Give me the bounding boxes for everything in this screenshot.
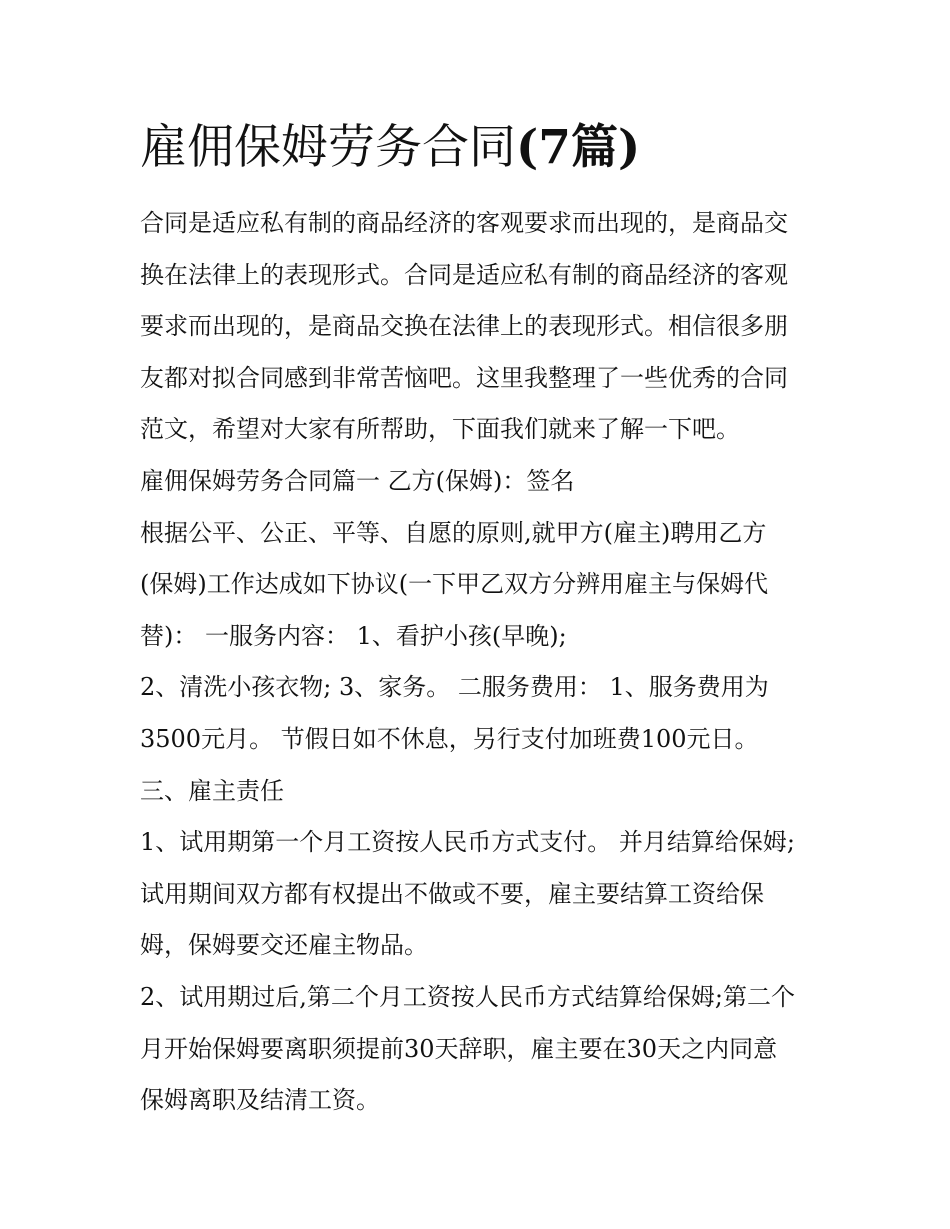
body-line: 要求而出现的，是商品交换在法律上的表现形式。相信很多朋 [140,312,788,341]
section-heading-line: 三、雇主责任 [140,776,284,805]
document-title [140,116,820,180]
body-line: 月开始保姆要离职须提前30天辞职，雇主要在30天之内同意 [140,1034,778,1063]
document-body [140,198,820,1127]
body-line: 2、试用期过后,第二个月工资按人民币方式结算给保姆;第二个 [140,982,795,1011]
body-line: 2、清洗小孩衣物; 3、家务。 二服务费用： 1、服务费用为 [140,673,769,702]
body-line: (保姆)工作达成如下协议(一下甲乙双方分辨用雇主与保姆代 [140,570,769,599]
body-line: 友都对拟合同感到非常苦恼吧。这里我整理了一些优秀的合同 [140,363,788,392]
body-line: 替)： 一服务内容： 1、看护小孩(早晚); [140,621,567,650]
body-line: 根据公平、公正、平等、自愿的原则,就甲方(雇主)聘用乙方 [140,518,767,547]
section-heading-line: 雇佣保姆劳务合同篇一 乙方(保姆)：签名 [140,466,575,495]
title-main: 雇佣保姆劳务合同 [140,120,516,175]
body-line: 姆，保姆要交还雇主物品。 [140,931,428,960]
body-line: 1、试用期第一个月工资按人民币方式支付。 并月结算给保姆; [140,828,795,857]
body-line: 3500元月。 节假日如不休息，另行支付加班费100元日。 [140,724,759,753]
body-line: 范文，希望对大家有所帮助，下面我们就来了解一下吧。 [140,415,740,444]
body-line: 试用期间双方都有权提出不做或不要，雇主要结算工资给保 [140,879,764,908]
body-line: 换在法律上的表现形式。合同是适应私有制的商品经济的客观 [140,260,788,289]
title-suffix: (7篇) [516,120,641,175]
body-line: 合同是适应私有制的商品经济的客观要求而出现的，是商品交 [140,209,788,237]
body-line: 保姆离职及结清工资。 [140,1086,380,1115]
